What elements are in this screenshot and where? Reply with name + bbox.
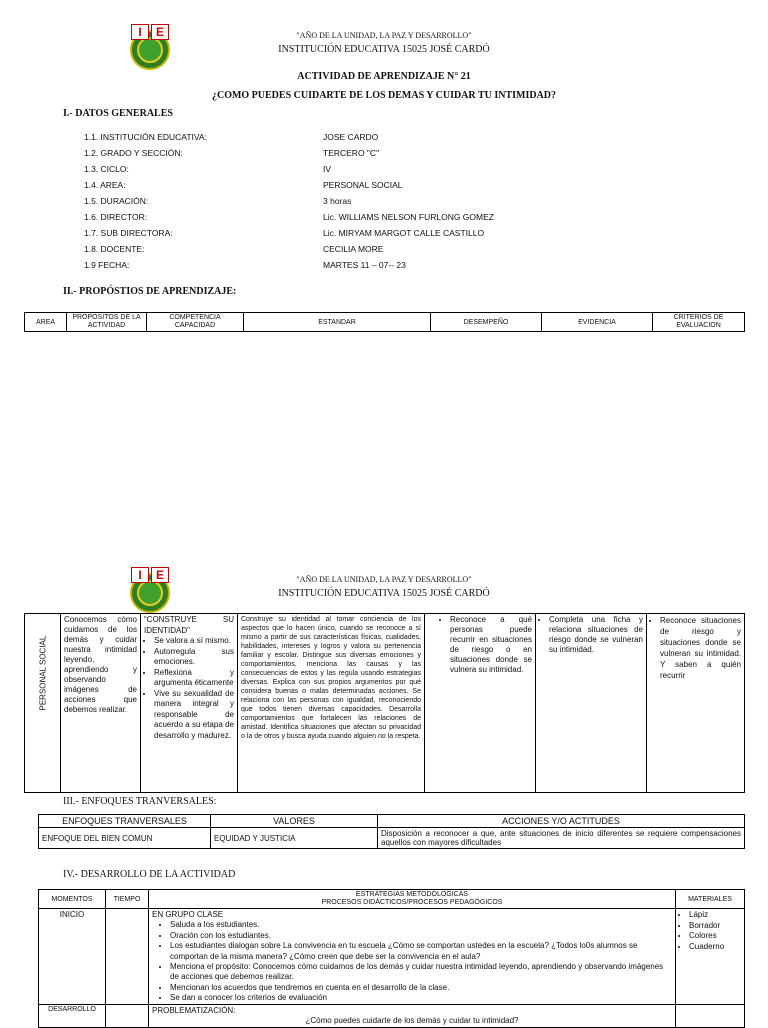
estrategias-title: ESTRATEGIAS METODOLOGICAS (355, 891, 469, 898)
datos-value: TERCERO "C" (323, 148, 380, 158)
competencia-item: • Se valora a sí mismo. (154, 636, 234, 647)
logo-flag-left: I (131, 567, 149, 583)
datos-label: 1.2. GRADO Y SECCIÓN: (84, 148, 183, 158)
inicio-item: • Saluda a los estudiantes. (170, 920, 672, 930)
desarrollo-title: PROBLEMATIZACIÓN: (152, 1005, 236, 1015)
datos-label: 1.9 FECHA: (84, 260, 130, 270)
enfoques-col-3: ACCIONES Y/O ACTITUDES (378, 815, 745, 828)
criterio-cell (647, 614, 745, 793)
motto: "AÑO DE LA UNIDAD, LA PAZ Y DESARROLLO" (296, 31, 472, 40)
datos-row (84, 244, 384, 254)
enfoques-col-2: VALORES (211, 815, 378, 828)
materiales-cell (676, 909, 745, 1005)
logo-flag-right: E (151, 567, 169, 583)
datos-value: IV (323, 164, 332, 174)
material-item: • Cuaderno (689, 942, 741, 953)
valor-cell: EQUIDAD Y JUSTICIA (211, 828, 378, 849)
motto: "AÑO DE LA UNIDAD, LA PAZ Y DESARROLLO" (296, 575, 472, 584)
datos-row (84, 180, 403, 190)
col-materiales: MATERIALES (676, 890, 745, 909)
col-criterios: CRITERIOS DE EVALUACION (653, 313, 745, 332)
competencia-item: • Autorregula sus emociones. (154, 647, 234, 668)
col-estandar: ESTANDAR (244, 313, 431, 332)
datos-label: 1.1. INSTITUCIÓN EDUCATIVA: (84, 132, 207, 142)
datos-label: 1.4. AREA: (84, 180, 126, 190)
datos-row (84, 212, 494, 222)
datos-label: 1.3. CICLO: (84, 164, 129, 174)
inicio-item: • Mencionan los acuerdos que tendremos en cuenta en el desarrollo de la clase. (170, 983, 672, 993)
datos-value: JOSE CARDO (323, 132, 379, 142)
inicio-item: • Menciona el propósito: Conocemos cómo cuidamos de los demás y cuidar nuestra intimidad leyendo, aprendiendo y observando imágenes de acciones que debemos realizar. (170, 962, 672, 983)
datos-value: MARTES 11 – 07-- 23 (323, 260, 406, 270)
col-competencia: COMPETENCIA CAPACIDAD (147, 313, 244, 332)
datos-row (84, 132, 379, 142)
desarrollo-question: ¿Cómo puedes cuidarte de los demás y cuidar tu intimidad? (305, 1015, 519, 1025)
criterio-item: • Reconoce situaciones de riesgo y situaciones donde se vulneran su intimidad. Y saben a quién recurrir (660, 615, 741, 681)
desarrollo-table (38, 889, 745, 1028)
activity-question: ¿COMO PUEDES CUIDARTE DE LOS DEMAS Y CUIDAR TU INTIMIDAD? (211, 90, 557, 101)
propositos-heading: II.- PROPÓSTIOS DE APRENDIZAJE: (63, 286, 237, 297)
datos-label: 1.7. SUB DIRECTORA: (84, 228, 173, 238)
desarrollo-label: DESARROLLO (39, 1004, 106, 1027)
area-label: PERSONAL SOCIAL (38, 635, 47, 710)
datos-value: CECILIA MORE (323, 244, 384, 254)
competencia-cell (141, 614, 238, 793)
enfoques-col-1: ENFOQUES TRANVERSALES (39, 815, 211, 828)
desempeno-cell (425, 614, 536, 793)
col-evidencia: EVIDENCIA (542, 313, 653, 332)
col-area: AREA (25, 313, 67, 332)
materiales-list (679, 910, 741, 952)
datos-heading: I.- DATOS GENERALES (63, 108, 173, 119)
proposito-cell: Conocemos cómo cuidamos de los demás y cuidar nuestra intimidad leyendo, aprendiendo y observando imágenes de acciones que debemos realizar. (61, 614, 141, 793)
evidencia-cell (536, 614, 647, 793)
datos-value: 3 horas (323, 196, 352, 206)
col-propositos: PROPÓSITOS DE LA ACTIVIDAD (67, 313, 147, 332)
competencia-item: • Vive su sexualidad de manera integral y responsable de acuerdo a su etapa de desarrollo y madurez. (154, 689, 234, 742)
competencia-title: “CONSTRUYE SU IDENTIDAD” (144, 615, 234, 635)
activity-title: ACTIVIDAD DE APRENDIZAJE N° 21 (297, 71, 471, 82)
datos-row (84, 196, 352, 206)
school-name: INSTITUCIÓN EDUCATIVA 15025 JOSÉ CARDÓ (278, 588, 490, 599)
accion-cell: Disposición a reconocer a que, ante situaciones de inicio diferentes se requiere compensaciones aquellos con mayores dificultades (378, 828, 745, 849)
inicio-list (152, 920, 672, 1003)
col-tiempo: TIEMPO (106, 890, 149, 909)
competencia-list (144, 636, 234, 741)
desempeno-item: • Reconoce a qué personas puede recurrir en situaciones de riesgo o en situaciones donde se vulnera su intimidad. (450, 615, 532, 675)
school-name: INSTITUCIÓN EDUCATIVA 15025 JOSÉ CARDÓ (278, 44, 490, 55)
datos-value: PERSONAL SOCIAL (323, 180, 403, 190)
evidencia-item: • Completa una ficha y relaciona situaciones de riesgo donde se vulneran su intimidad. (549, 615, 643, 655)
inicio-label: INICIO (39, 909, 106, 1005)
col-momentos: MOMENTOS (39, 890, 106, 909)
datos-label: 1.5. DURACIÓN: (84, 196, 149, 206)
datos-value: Lic. MIRYAM MARGOT CALLE CASTILLO (323, 228, 485, 238)
datos-value: Lic. WILLIAMS NELSON FURLONG GOMEZ (323, 212, 494, 222)
datos-row (84, 228, 485, 238)
procesos-title: PROCESOS DIDÁCTICOS/PROCESOS PEDAGÓGICOS (321, 899, 503, 906)
datos-label: 1.6. DIRECTOR: (84, 212, 148, 222)
col-desempeno: DESEMPEÑO (431, 313, 542, 332)
enfoque-cell: ENFOQUE DEL BIEN COMUN (39, 828, 211, 849)
material-item: • Lápiz (689, 910, 741, 921)
material-item: • Colores (689, 931, 741, 942)
datos-label: 1.8. DOCENTE: (84, 244, 145, 254)
estandar-cell: Construye su identidad al tomar conciencia de los aspectos que lo hacen único, cuando se reconoce a sí mismo a partir de sus características físicas, cualidades, habilidades, intereses y logros y valora su pertenencia familiar y escolar. Distingue sus diversas emociones y comportamientos, menciona las causas y las consecuencias de estos y las regula usando estrategias diversas. Explica con sus propios argumentos por qué considera buenas o malas determinadas acciones. Se relaciona con las personas con igualdad, reconociendo que todos tienen diversas capacidades. Desarrolla comportamientos que fortalecen las relaciones de amistad. Identifica situaciones que afectan su privacidad o la de otros y busca ayuda cuando alguien no la respeta. (238, 614, 425, 793)
inicio-item: • Oración con los estudiantes. (170, 931, 672, 941)
inicio-item: • Se dan a conocer los criterios de evaluación (170, 993, 672, 1003)
datos-row (84, 164, 332, 174)
competencia-item: • Reflexiona y argumenta éticamente (154, 668, 234, 689)
enfoques-table (38, 814, 745, 849)
datos-row (84, 260, 406, 270)
col-estrategias (149, 890, 676, 909)
inicio-tiempo (106, 909, 149, 1005)
material-item: • Borrador (689, 921, 741, 932)
propositos-body-table (24, 613, 745, 793)
logo-flag-right: E (151, 24, 169, 40)
inicio-title: EN GRUPO CLASE (152, 910, 224, 919)
inicio-item: • Los estudiantes dialogan sobre La convivencia en tu escuela ¿Cómo se comportan ustedes en la escuela? ¿Todos lo0s alumnos se comportan de la misma manera? ¿Cómo creen que debe ser la convivencia en el aula? (170, 941, 672, 962)
inicio-content (149, 909, 676, 1005)
datos-row (84, 148, 380, 158)
enfoques-heading: III.- ENFOQUES TRANVERSALES: (63, 796, 217, 807)
desarrollo-heading: IV.- DESARROLLO DE LA ACTIVIDAD (63, 869, 236, 880)
area-cell (25, 614, 61, 793)
logo-flag-left: I (131, 24, 149, 40)
propositos-header-table (24, 312, 745, 332)
